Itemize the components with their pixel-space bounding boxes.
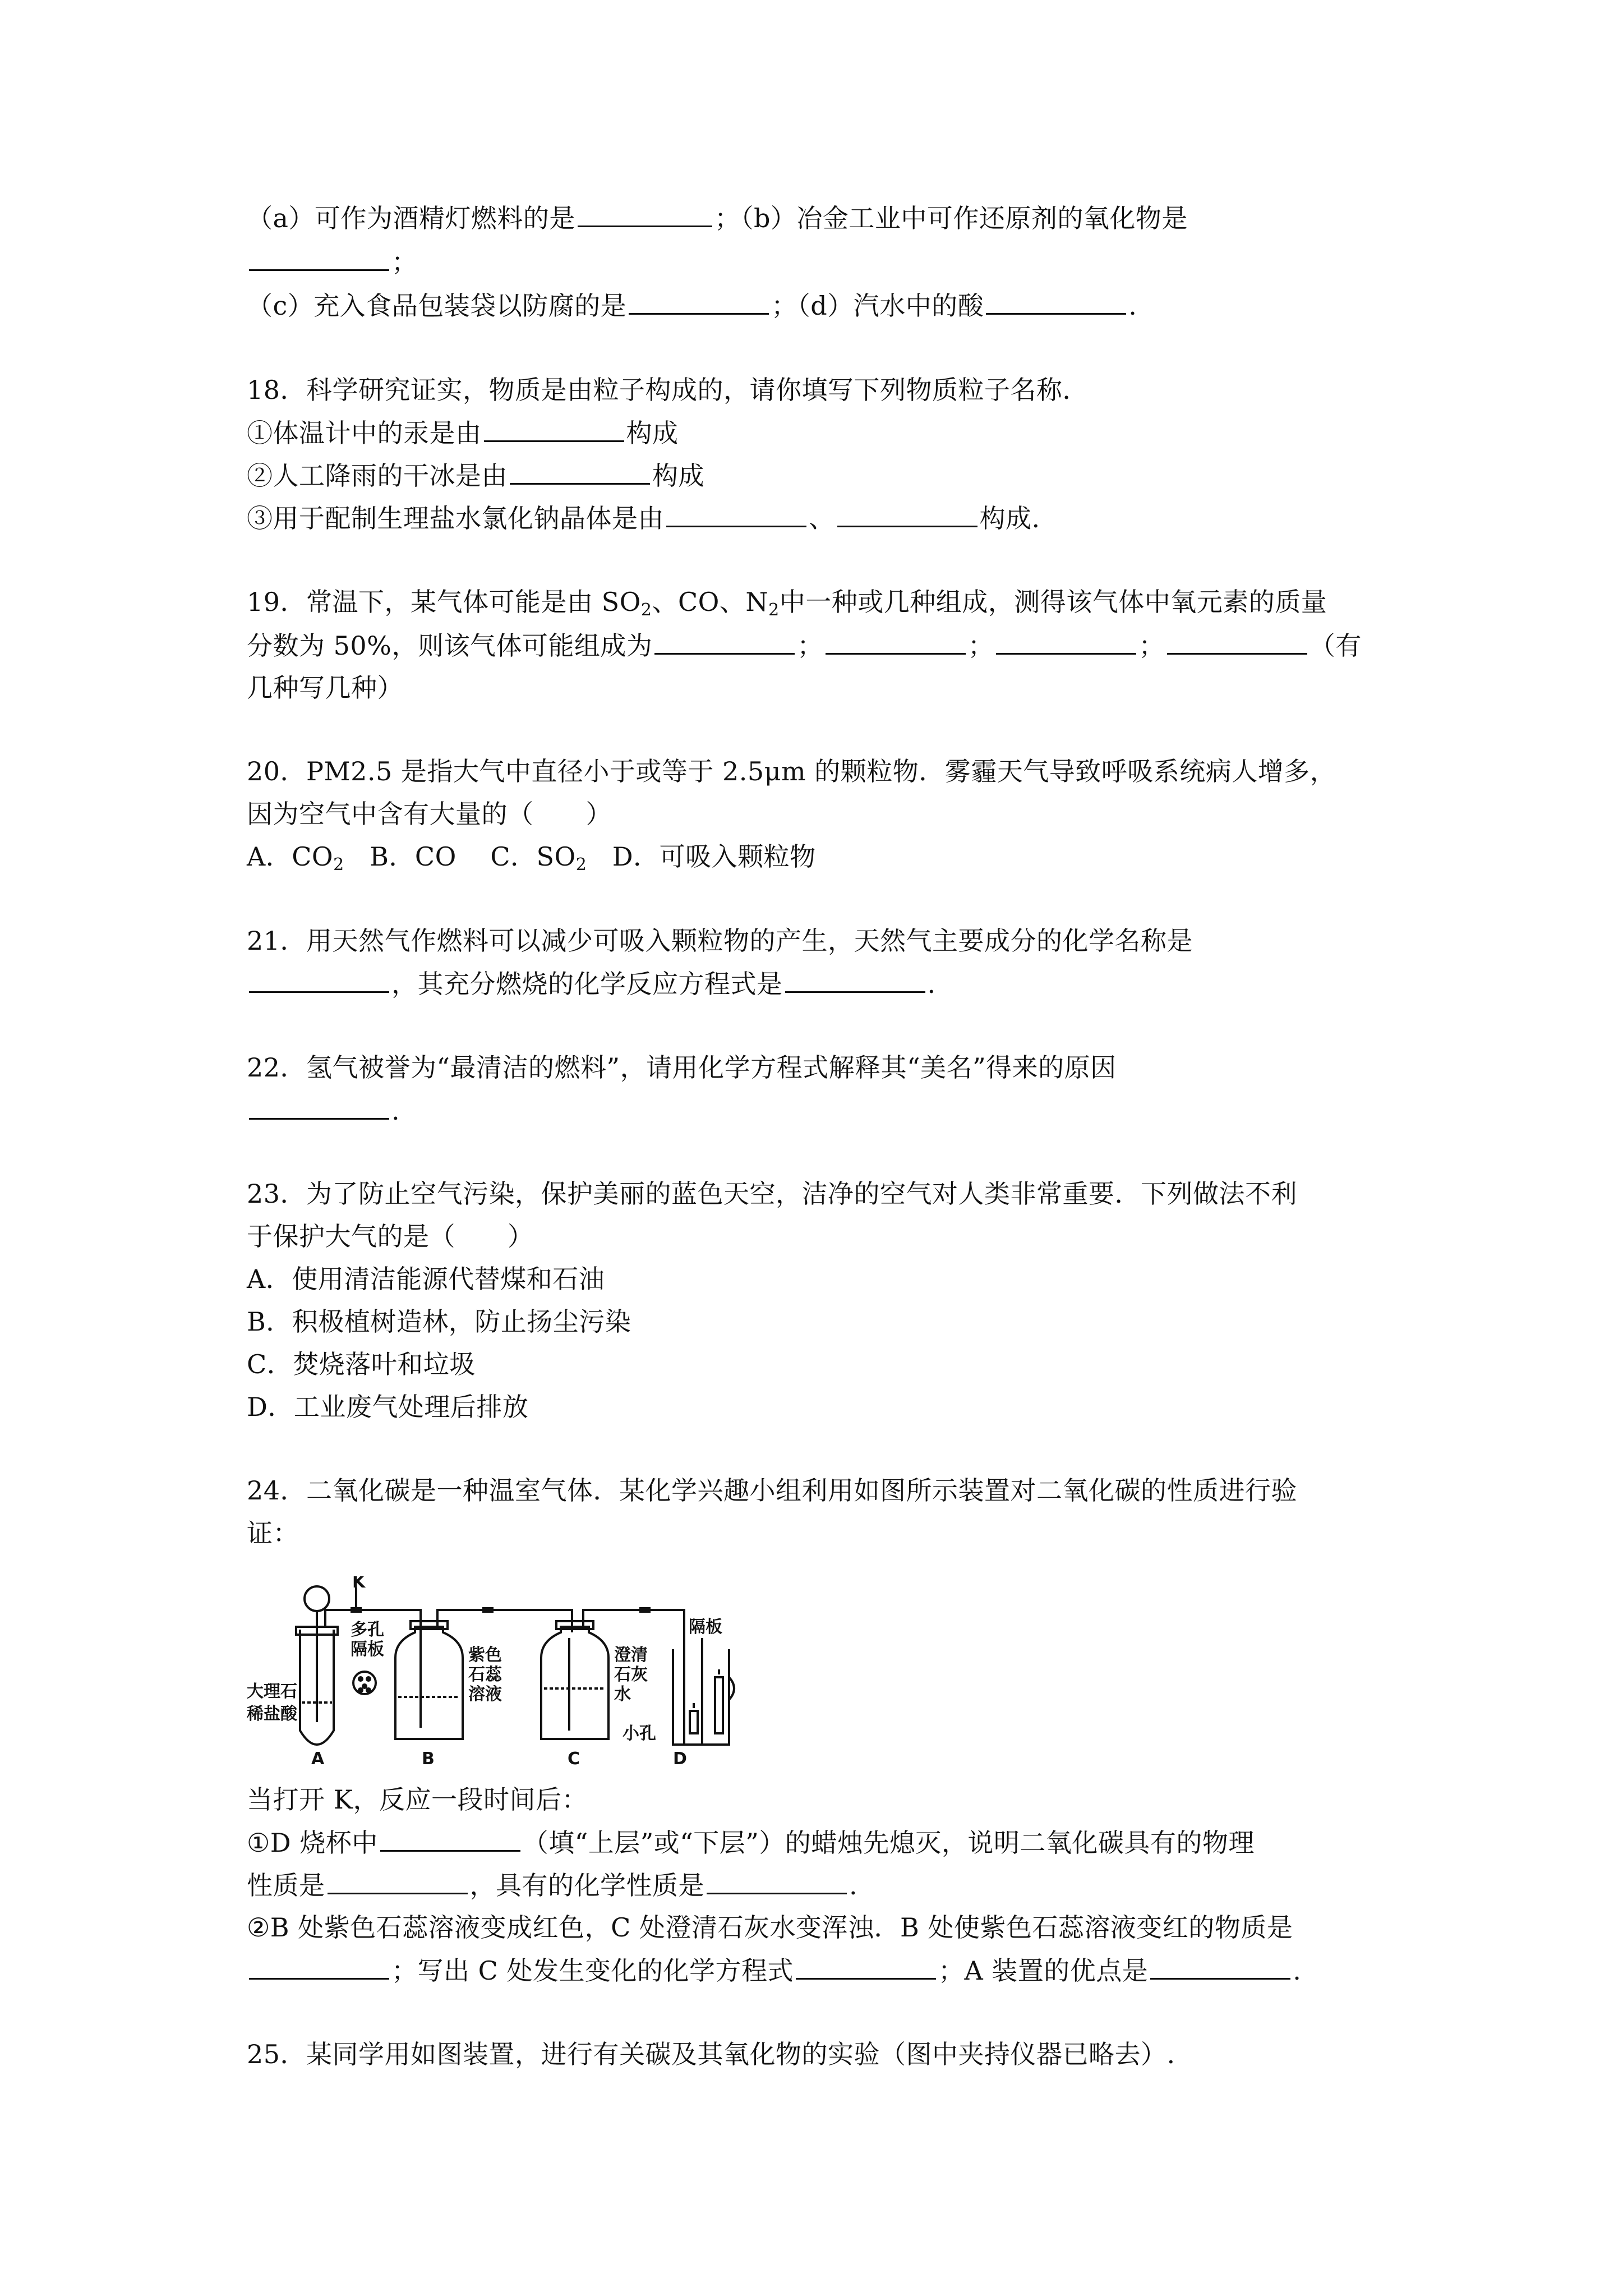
q17-semicolon: ； [391, 247, 418, 277]
apparatus-diagram [247, 1576, 740, 1767]
q17-line-1 [247, 201, 1188, 235]
q18-item-3-text: ③用于配制生理盐水氯化钠晶体是由 [247, 503, 664, 533]
answer-blank[interactable] [1167, 628, 1307, 655]
q22-line-2 [247, 1093, 400, 1128]
q21-line-1 [247, 924, 1193, 958]
q20-option-d[interactable] [612, 841, 816, 872]
q25-text-1: 25．某同学用如图装置，进行有关碳及其氧化物的实验（图中夹持仪器已略去）. [247, 2039, 1175, 2069]
q20-option-a[interactable] [247, 841, 344, 875]
q24-text-7a: ；写出 C 处发生变化的化学方程式 [391, 1955, 794, 1986]
option-label: D．工业废气处理后排放 [247, 1392, 529, 1422]
q19-line-3 [247, 671, 403, 705]
label-shihui: 石灰 [614, 1665, 648, 1685]
answer-blank[interactable] [826, 628, 966, 655]
answer-blank[interactable] [1150, 1953, 1290, 1980]
answer-blank[interactable] [837, 501, 978, 527]
q24-line-4 [247, 1825, 1255, 1860]
label-zise: 紫色 [468, 1645, 502, 1665]
answer-blank[interactable] [666, 501, 806, 527]
q23-text-2: 于保护大气的是（ ） [247, 1221, 534, 1251]
q24-line-5 [247, 1868, 857, 1902]
q18-item-1-suffix: 构成 [626, 418, 679, 448]
q24-text-7b: ；A 装置的优点是 [938, 1955, 1149, 1986]
q18-item-3 [247, 501, 1040, 535]
q19-sep: ； [797, 631, 823, 661]
q18-item-2 [247, 458, 704, 493]
q19-text-f: 几种写几种） [247, 673, 403, 703]
q19-text-c: 中一种或几种组成，测得该气体中氧元素的质量 [779, 587, 1327, 617]
answer-blank[interactable] [629, 288, 769, 315]
q18-item-1-text: ①体温计中的汞是由 [247, 418, 482, 448]
q24-text-4a: ①D 烧杯中 [247, 1828, 378, 1858]
answer-blank[interactable] [996, 628, 1136, 655]
q24-line-1 [247, 1474, 1297, 1507]
q24-text-3: 当打开 K，反应一段时间后： [247, 1784, 588, 1815]
answer-blank[interactable] [249, 967, 389, 993]
q20-line-2 [247, 797, 612, 831]
q23-line-2 [247, 1220, 534, 1253]
option-label: C．焚烧落叶和垃圾 [247, 1349, 476, 1379]
q21-text-2: ，其充分燃烧的化学反应方程式是 [391, 969, 783, 999]
q17-period: . [1128, 291, 1137, 321]
q20-options [247, 840, 816, 882]
q21-line-2 [247, 967, 936, 1001]
option-label: D．可吸入颗粒物 [612, 841, 816, 872]
q19-sep: ； [1138, 631, 1165, 661]
q19-text-a: 19．常温下，某气体可能是由 SO [247, 587, 641, 617]
apparatus-figure [247, 1576, 740, 1767]
label-a: A [311, 1749, 325, 1767]
option-label: A．CO [247, 841, 334, 872]
q19-sep: ； [967, 631, 994, 661]
subscript: 2 [640, 600, 652, 620]
q24-period: . [1293, 1955, 1302, 1986]
q17-d-text: ；（d）汽水中的酸 [771, 291, 984, 321]
answer-blank[interactable] [249, 1093, 389, 1120]
q18-stem [247, 373, 1089, 407]
q17-c-text: （c）充入食品包装袋以防腐的是 [247, 291, 627, 321]
q18-item-3-suffix: 构成. [979, 503, 1040, 533]
q17-line-2 [247, 245, 418, 279]
answer-blank[interactable] [578, 201, 712, 227]
q22-text-1: 22．氢气被誉为“最清洁的燃料”，请用化学方程式解释其“美名”得来的原因 [247, 1052, 1117, 1083]
q24-text-4b: （填“上层”或“下层”）的蜡烛先熄灭，说明二氧化碳具有的物理 [522, 1828, 1255, 1858]
answer-blank[interactable] [249, 245, 389, 271]
q18-item-3-sep: 、 [809, 503, 835, 533]
answer-blank[interactable] [484, 416, 624, 442]
q18-stem-text: 18．科学研究证实，物质是由粒子构成的，请你填写下列物质粒子名称． [247, 375, 1089, 405]
q24-line-3 [247, 1783, 588, 1816]
q24-line-7 [247, 1953, 1301, 1987]
q24-text-6: ②B 处紫色石蕊溶液变成红色，C 处澄清石灰水变浑浊．B 处使紫色石蕊溶液变红的物质是 [247, 1912, 1293, 1943]
q24-text-1: 24．二氧化碳是一种温室气体．某化学兴趣小组利用如图所示装置对二氧化碳的性质进行验 [247, 1475, 1298, 1506]
q21-text-1: 21．用天然气作燃料可以减少可吸入颗粒物的产生，天然气主要成分的化学名称是 [247, 926, 1193, 956]
option-label: B．CO [370, 841, 457, 872]
q17-line-3 [247, 288, 1137, 323]
label-rongye: 溶液 [468, 1685, 502, 1704]
label-c: C [568, 1749, 580, 1767]
subscript: 2 [768, 600, 780, 620]
q20-option-b[interactable] [370, 841, 457, 872]
answer-blank[interactable] [380, 1825, 520, 1852]
answer-blank[interactable] [654, 628, 795, 655]
answer-blank[interactable] [796, 1953, 936, 1980]
q19-text-e: （有 [1309, 631, 1362, 661]
q24-text-5b: ，具有的化学性质是 [469, 1870, 704, 1901]
label-geban: 隔板 [351, 1640, 384, 1659]
q24-line-2 [247, 1516, 299, 1550]
label-chengqing: 澄清 [614, 1645, 648, 1665]
q21-period: . [927, 969, 936, 999]
q17-a-text: （a）可作为酒精灯燃料的是 [247, 203, 575, 233]
option-label: B．积极植树造林，防止扬尘污染 [247, 1306, 631, 1337]
q25-line-1 [247, 2037, 1175, 2071]
q24-line-6 [247, 1911, 1293, 1944]
q20-text-1: 20．PM2.5 是指大气中直径小于或等于 2.5μm 的颗粒物．雾霾天气导致呼吸系统病人增多， [247, 756, 1336, 786]
subscript: 2 [333, 855, 344, 875]
q19-text-b: 、CO、N [652, 587, 769, 617]
label-d: D [673, 1749, 687, 1767]
answer-blank[interactable] [510, 458, 650, 485]
q23-option-d[interactable] [247, 1390, 528, 1424]
q17-b-text: ；（b）冶金工业中可作还原剂的氧化物是 [714, 203, 1188, 233]
option-label: C．SO [490, 841, 576, 872]
label-geban-d: 隔板 [689, 1617, 722, 1637]
label-b: B [422, 1749, 435, 1767]
subscript: 2 [575, 855, 587, 875]
q20-option-c[interactable] [490, 841, 587, 875]
q22-line-1 [247, 1051, 1117, 1084]
q19-line-1 [247, 585, 1327, 627]
q20-text-2: 因为空气中含有大量的（ ） [247, 799, 612, 829]
q20-line-1 [247, 754, 1336, 788]
q23-line-1 [247, 1177, 1297, 1211]
q18-item-2-suffix: 构成 [652, 461, 704, 491]
answer-blank[interactable] [328, 1868, 468, 1894]
q18-item-2-text: ②人工降雨的干冰是由 [247, 461, 508, 491]
q23-option-a[interactable] [247, 1262, 605, 1296]
q22-period: . [391, 1096, 400, 1126]
q19-line-2 [247, 628, 1362, 662]
answer-blank[interactable] [986, 288, 1126, 315]
q24-text-5a: 性质是 [247, 1870, 325, 1901]
q23-option-c[interactable] [247, 1347, 476, 1381]
label-shui: 水 [614, 1685, 631, 1704]
label-dalishi: 大理石 [247, 1682, 297, 1701]
answer-blank[interactable] [707, 1868, 847, 1894]
q18-item-1 [247, 416, 679, 450]
option-label: A．使用清洁能源代替煤和石油 [247, 1264, 605, 1294]
q24-period: . [849, 1870, 858, 1901]
label-xiyansuan: 稀盐酸 [247, 1704, 297, 1724]
label-xiaokong: 小孔 [623, 1724, 656, 1743]
answer-blank[interactable] [785, 967, 925, 993]
q23-text-1: 23．为了防止空气污染，保护美丽的蓝色天空，洁净的空气对人类非常重要．下列做法不利 [247, 1179, 1298, 1209]
label-duokong: 多孔 [351, 1620, 384, 1640]
label-shirui: 石蕊 [468, 1665, 502, 1685]
label-k: K [352, 1576, 366, 1592]
q23-option-b[interactable] [247, 1305, 631, 1338]
q19-text-d: 分数为 50%，则该气体可能组成为 [247, 631, 653, 661]
answer-blank[interactable] [249, 1953, 389, 1980]
q24-text-2: 证： [247, 1518, 299, 1548]
